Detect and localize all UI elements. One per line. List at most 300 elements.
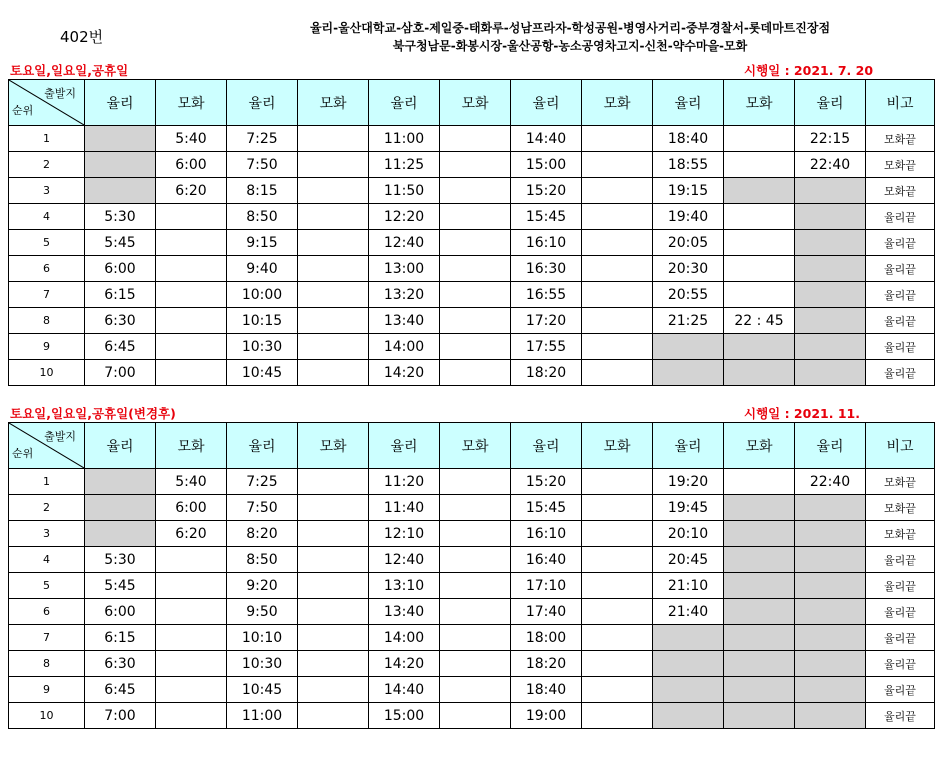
day-label-1: 토요일,일요일,공휴일 bbox=[10, 63, 129, 78]
departure-cell: 12:40 bbox=[369, 547, 440, 573]
column-header: 모화 bbox=[582, 423, 653, 469]
row-note: 모화끝 bbox=[866, 126, 935, 152]
column-header: 모화 bbox=[298, 423, 369, 469]
departure-cell: 14:00 bbox=[369, 334, 440, 360]
departure-cell bbox=[582, 625, 653, 651]
departure-cell: 5:45 bbox=[85, 573, 156, 599]
table-row bbox=[9, 703, 935, 729]
departure-cell: 14:40 bbox=[369, 677, 440, 703]
column-header: 율리 bbox=[653, 423, 724, 469]
departure-cell: 21:25 bbox=[653, 308, 724, 334]
column-header: 율리 bbox=[227, 80, 298, 126]
departure-cell: 13:10 bbox=[369, 573, 440, 599]
departure-cell bbox=[724, 334, 795, 360]
departure-cell: 9:50 bbox=[227, 599, 298, 625]
departure-cell bbox=[156, 547, 227, 573]
departure-cell bbox=[582, 282, 653, 308]
row-note: 율리끝 bbox=[866, 677, 935, 703]
departure-cell: 15:20 bbox=[511, 469, 582, 495]
departure-cell bbox=[724, 282, 795, 308]
column-header: 모화 bbox=[156, 80, 227, 126]
departure-cell: 10:30 bbox=[227, 651, 298, 677]
departure-cell bbox=[724, 703, 795, 729]
departure-cell bbox=[724, 178, 795, 204]
departure-cell: 16:40 bbox=[511, 547, 582, 573]
departure-cell bbox=[298, 521, 369, 547]
column-header: 율리 bbox=[511, 423, 582, 469]
departure-cell bbox=[582, 152, 653, 178]
row-note: 모화끝 bbox=[866, 495, 935, 521]
departure-cell: 7:50 bbox=[227, 495, 298, 521]
table-row bbox=[9, 256, 935, 282]
departure-cell bbox=[298, 677, 369, 703]
departure-cell: 16:10 bbox=[511, 230, 582, 256]
departure-cell bbox=[582, 495, 653, 521]
departure-cell bbox=[440, 625, 511, 651]
row-note: 율리끝 bbox=[866, 204, 935, 230]
departure-cell: 20:55 bbox=[653, 282, 724, 308]
departure-cell bbox=[156, 334, 227, 360]
row-note: 율리끝 bbox=[866, 573, 935, 599]
row-seq: 1 bbox=[9, 126, 85, 152]
departure-cell: 12:40 bbox=[369, 230, 440, 256]
departure-cell: 17:55 bbox=[511, 334, 582, 360]
departure-cell bbox=[298, 152, 369, 178]
departure-cell: 22:40 bbox=[795, 469, 866, 495]
table-row bbox=[9, 651, 935, 677]
departure-cell: 22:40 bbox=[795, 152, 866, 178]
column-header: 모화 bbox=[724, 80, 795, 126]
column-header: 비고 bbox=[866, 80, 935, 126]
table-row bbox=[9, 178, 935, 204]
table-row bbox=[9, 625, 935, 651]
departure-cell: 6:30 bbox=[85, 651, 156, 677]
table-row bbox=[9, 360, 935, 386]
row-seq: 7 bbox=[9, 625, 85, 651]
departure-cell: 15:20 bbox=[511, 178, 582, 204]
departure-cell bbox=[724, 677, 795, 703]
departure-cell bbox=[582, 230, 653, 256]
row-note: 율리끝 bbox=[866, 599, 935, 625]
departure-cell: 6:00 bbox=[156, 495, 227, 521]
departure-cell bbox=[795, 599, 866, 625]
departure-cell bbox=[582, 308, 653, 334]
departure-cell bbox=[653, 625, 724, 651]
departure-cell: 6:15 bbox=[85, 625, 156, 651]
departure-cell bbox=[724, 126, 795, 152]
table-row bbox=[9, 334, 935, 360]
departure-cell bbox=[440, 599, 511, 625]
departure-cell bbox=[298, 651, 369, 677]
table-row bbox=[9, 495, 935, 521]
departure-cell: 16:55 bbox=[511, 282, 582, 308]
departure-cell bbox=[582, 599, 653, 625]
departure-cell bbox=[156, 651, 227, 677]
table-row bbox=[9, 282, 935, 308]
departure-cell bbox=[85, 152, 156, 178]
departure-cell bbox=[582, 521, 653, 547]
column-header: 모화 bbox=[582, 80, 653, 126]
departure-cell: 12:20 bbox=[369, 204, 440, 230]
departure-cell: 6:45 bbox=[85, 677, 156, 703]
departure-cell: 17:40 bbox=[511, 599, 582, 625]
departure-cell: 20:30 bbox=[653, 256, 724, 282]
departure-cell bbox=[156, 360, 227, 386]
departure-cell bbox=[795, 677, 866, 703]
departure-cell: 19:40 bbox=[653, 204, 724, 230]
corner-origin-label: 출발지 bbox=[44, 430, 76, 443]
departure-cell bbox=[298, 230, 369, 256]
row-note: 모화끝 bbox=[866, 178, 935, 204]
departure-cell bbox=[298, 204, 369, 230]
departure-cell: 15:45 bbox=[511, 204, 582, 230]
departure-cell: 14:40 bbox=[511, 126, 582, 152]
corner-seq-label: 순위 bbox=[12, 104, 34, 117]
row-seq: 9 bbox=[9, 677, 85, 703]
timetable-current bbox=[8, 79, 935, 386]
row-seq: 2 bbox=[9, 152, 85, 178]
departure-cell: 6:20 bbox=[156, 178, 227, 204]
row-note: 율리끝 bbox=[866, 547, 935, 573]
effective-date-2: 시행일 : 2021. 11. bbox=[744, 406, 860, 421]
table-row bbox=[9, 547, 935, 573]
departure-cell: 18:20 bbox=[511, 651, 582, 677]
departure-cell: 19:20 bbox=[653, 469, 724, 495]
departure-cell bbox=[440, 126, 511, 152]
departure-cell bbox=[440, 547, 511, 573]
route-stops-line-2: 북구청남문-화봉시장-울산공항-농소공영차고지-신천-약수마을-모화 bbox=[392, 39, 748, 53]
departure-cell: 7:25 bbox=[227, 126, 298, 152]
departure-cell bbox=[85, 495, 156, 521]
column-header: 모화 bbox=[724, 423, 795, 469]
column-header: 율리 bbox=[227, 423, 298, 469]
departure-cell: 11:00 bbox=[369, 126, 440, 152]
departure-cell bbox=[440, 230, 511, 256]
departure-cell bbox=[795, 521, 866, 547]
departure-cell: 17:20 bbox=[511, 308, 582, 334]
departure-cell bbox=[156, 204, 227, 230]
column-header: 율리 bbox=[85, 80, 156, 126]
departure-cell bbox=[582, 178, 653, 204]
departure-cell bbox=[440, 469, 511, 495]
departure-cell: 15:00 bbox=[511, 152, 582, 178]
departure-cell bbox=[440, 495, 511, 521]
row-seq: 7 bbox=[9, 282, 85, 308]
row-seq: 10 bbox=[9, 360, 85, 386]
departure-cell bbox=[440, 573, 511, 599]
departure-cell: 12:10 bbox=[369, 521, 440, 547]
departure-cell bbox=[440, 521, 511, 547]
row-seq: 10 bbox=[9, 703, 85, 729]
departure-cell: 8:50 bbox=[227, 547, 298, 573]
route-stops-line-1: 율리-울산대학교-삼호-제일중-태화루-성남프라자-학성공원-병영사거리-중부경찰서-롯데마트진장점 bbox=[309, 21, 831, 35]
column-header: 모화 bbox=[440, 80, 511, 126]
departure-cell bbox=[156, 230, 227, 256]
row-note: 율리끝 bbox=[866, 703, 935, 729]
departure-cell: 11:25 bbox=[369, 152, 440, 178]
departure-cell: 18:40 bbox=[511, 677, 582, 703]
timetable-changed bbox=[8, 422, 935, 729]
departure-cell: 16:30 bbox=[511, 256, 582, 282]
table-row bbox=[9, 573, 935, 599]
departure-cell: 14:20 bbox=[369, 651, 440, 677]
table-row bbox=[9, 204, 935, 230]
row-seq: 8 bbox=[9, 308, 85, 334]
departure-cell bbox=[440, 178, 511, 204]
departure-cell bbox=[85, 521, 156, 547]
departure-cell: 6:20 bbox=[156, 521, 227, 547]
departure-cell bbox=[298, 360, 369, 386]
departure-cell bbox=[156, 573, 227, 599]
departure-cell bbox=[795, 282, 866, 308]
departure-cell bbox=[440, 308, 511, 334]
table-row bbox=[9, 152, 935, 178]
departure-cell bbox=[298, 625, 369, 651]
departure-cell: 17:10 bbox=[511, 573, 582, 599]
departure-cell: 6:30 bbox=[85, 308, 156, 334]
departure-cell bbox=[724, 204, 795, 230]
departure-cell bbox=[795, 334, 866, 360]
column-header: 율리 bbox=[653, 80, 724, 126]
departure-cell bbox=[724, 230, 795, 256]
row-seq: 4 bbox=[9, 204, 85, 230]
departure-cell bbox=[582, 703, 653, 729]
departure-cell: 8:20 bbox=[227, 521, 298, 547]
table-row bbox=[9, 521, 935, 547]
departure-cell: 5:45 bbox=[85, 230, 156, 256]
row-seq: 9 bbox=[9, 334, 85, 360]
departure-cell: 7:25 bbox=[227, 469, 298, 495]
departure-cell bbox=[156, 256, 227, 282]
departure-cell: 10:00 bbox=[227, 282, 298, 308]
row-note: 율리끝 bbox=[866, 651, 935, 677]
departure-cell bbox=[298, 547, 369, 573]
departure-cell: 7:00 bbox=[85, 703, 156, 729]
departure-cell: 18:00 bbox=[511, 625, 582, 651]
departure-cell: 18:55 bbox=[653, 152, 724, 178]
departure-cell bbox=[440, 703, 511, 729]
departure-cell bbox=[795, 256, 866, 282]
departure-cell: 20:45 bbox=[653, 547, 724, 573]
row-note: 율리끝 bbox=[866, 334, 935, 360]
departure-cell bbox=[582, 547, 653, 573]
departure-cell bbox=[298, 703, 369, 729]
corner-header bbox=[9, 423, 85, 469]
departure-cell: 9:15 bbox=[227, 230, 298, 256]
departure-cell: 10:10 bbox=[227, 625, 298, 651]
departure-cell bbox=[440, 204, 511, 230]
departure-cell bbox=[724, 360, 795, 386]
departure-cell bbox=[724, 651, 795, 677]
departure-cell: 21:40 bbox=[653, 599, 724, 625]
header-row bbox=[9, 80, 935, 126]
row-seq: 2 bbox=[9, 495, 85, 521]
departure-cell: 6:45 bbox=[85, 334, 156, 360]
departure-cell: 19:15 bbox=[653, 178, 724, 204]
departure-cell: 5:40 bbox=[156, 126, 227, 152]
departure-cell: 11:50 bbox=[369, 178, 440, 204]
departure-cell bbox=[85, 178, 156, 204]
row-note: 율리끝 bbox=[866, 256, 935, 282]
column-header: 모화 bbox=[156, 423, 227, 469]
departure-cell: 7:00 bbox=[85, 360, 156, 386]
departure-cell: 13:20 bbox=[369, 282, 440, 308]
departure-cell bbox=[653, 334, 724, 360]
departure-cell: 11:00 bbox=[227, 703, 298, 729]
departure-cell bbox=[156, 703, 227, 729]
departure-cell: 7:50 bbox=[227, 152, 298, 178]
departure-cell: 11:20 bbox=[369, 469, 440, 495]
departure-cell bbox=[795, 625, 866, 651]
departure-cell bbox=[795, 308, 866, 334]
departure-cell: 19:45 bbox=[653, 495, 724, 521]
departure-cell bbox=[85, 469, 156, 495]
departure-cell bbox=[724, 256, 795, 282]
departure-cell bbox=[85, 126, 156, 152]
row-seq: 5 bbox=[9, 573, 85, 599]
departure-cell bbox=[795, 547, 866, 573]
departure-cell: 20:10 bbox=[653, 521, 724, 547]
row-note: 율리끝 bbox=[866, 308, 935, 334]
departure-cell bbox=[653, 677, 724, 703]
departure-cell: 22:15 bbox=[795, 126, 866, 152]
departure-cell: 10:45 bbox=[227, 360, 298, 386]
departure-cell: 13:00 bbox=[369, 256, 440, 282]
departure-cell: 11:40 bbox=[369, 495, 440, 521]
departure-cell: 6:00 bbox=[156, 152, 227, 178]
column-header: 율리 bbox=[369, 423, 440, 469]
departure-cell: 8:50 bbox=[227, 204, 298, 230]
departure-cell bbox=[582, 677, 653, 703]
departure-cell bbox=[724, 495, 795, 521]
departure-cell bbox=[582, 204, 653, 230]
departure-cell bbox=[440, 360, 511, 386]
departure-cell bbox=[724, 573, 795, 599]
departure-cell: 9:20 bbox=[227, 573, 298, 599]
departure-cell bbox=[440, 677, 511, 703]
row-note: 율리끝 bbox=[866, 625, 935, 651]
departure-cell bbox=[724, 625, 795, 651]
departure-cell bbox=[795, 178, 866, 204]
departure-cell bbox=[795, 651, 866, 677]
departure-cell bbox=[298, 256, 369, 282]
row-note: 모화끝 bbox=[866, 469, 935, 495]
departure-cell bbox=[724, 521, 795, 547]
departure-cell bbox=[156, 625, 227, 651]
table-row bbox=[9, 308, 935, 334]
table-row bbox=[9, 126, 935, 152]
departure-cell bbox=[440, 282, 511, 308]
row-seq: 1 bbox=[9, 469, 85, 495]
row-note: 율리끝 bbox=[866, 230, 935, 256]
departure-cell: 14:20 bbox=[369, 360, 440, 386]
departure-cell bbox=[724, 469, 795, 495]
departure-cell bbox=[653, 360, 724, 386]
departure-cell bbox=[298, 469, 369, 495]
departure-cell: 6:00 bbox=[85, 256, 156, 282]
departure-cell: 10:30 bbox=[227, 334, 298, 360]
departure-cell bbox=[298, 126, 369, 152]
departure-cell bbox=[582, 256, 653, 282]
departure-cell: 15:45 bbox=[511, 495, 582, 521]
departure-cell bbox=[582, 573, 653, 599]
departure-cell bbox=[795, 230, 866, 256]
departure-cell: 18:20 bbox=[511, 360, 582, 386]
departure-cell bbox=[156, 599, 227, 625]
departure-cell: 21:10 bbox=[653, 573, 724, 599]
departure-cell bbox=[440, 256, 511, 282]
departure-cell bbox=[156, 282, 227, 308]
departure-cell bbox=[440, 334, 511, 360]
column-header: 모화 bbox=[440, 423, 511, 469]
column-header: 비고 bbox=[866, 423, 935, 469]
row-note: 모화끝 bbox=[866, 521, 935, 547]
row-seq: 4 bbox=[9, 547, 85, 573]
departure-cell: 8:15 bbox=[227, 178, 298, 204]
departure-cell bbox=[724, 152, 795, 178]
departure-cell: 10:45 bbox=[227, 677, 298, 703]
departure-cell bbox=[795, 495, 866, 521]
departure-cell bbox=[298, 282, 369, 308]
departure-cell: 5:30 bbox=[85, 547, 156, 573]
departure-cell: 9:40 bbox=[227, 256, 298, 282]
row-note: 율리끝 bbox=[866, 282, 935, 308]
departure-cell: 5:40 bbox=[156, 469, 227, 495]
departure-cell: 22 : 45 bbox=[724, 308, 795, 334]
table-row bbox=[9, 599, 935, 625]
column-header: 율리 bbox=[795, 80, 866, 126]
departure-cell bbox=[582, 334, 653, 360]
departure-cell bbox=[298, 334, 369, 360]
column-header: 율리 bbox=[795, 423, 866, 469]
corner-header bbox=[9, 80, 85, 126]
row-seq: 6 bbox=[9, 599, 85, 625]
row-note: 율리끝 bbox=[866, 360, 935, 386]
column-header: 율리 bbox=[511, 80, 582, 126]
departure-cell bbox=[440, 651, 511, 677]
departure-cell bbox=[440, 152, 511, 178]
departure-cell: 10:15 bbox=[227, 308, 298, 334]
departure-cell: 16:10 bbox=[511, 521, 582, 547]
departure-cell bbox=[653, 651, 724, 677]
departure-cell bbox=[795, 703, 866, 729]
departure-cell bbox=[582, 126, 653, 152]
row-seq: 3 bbox=[9, 521, 85, 547]
departure-cell: 6:00 bbox=[85, 599, 156, 625]
departure-cell: 5:30 bbox=[85, 204, 156, 230]
column-header: 모화 bbox=[298, 80, 369, 126]
row-seq: 3 bbox=[9, 178, 85, 204]
departure-cell bbox=[724, 547, 795, 573]
table-row bbox=[9, 230, 935, 256]
header-row bbox=[9, 423, 935, 469]
departure-cell: 13:40 bbox=[369, 308, 440, 334]
departure-cell: 20:05 bbox=[653, 230, 724, 256]
column-header: 율리 bbox=[85, 423, 156, 469]
departure-cell: 14:00 bbox=[369, 625, 440, 651]
departure-cell bbox=[795, 360, 866, 386]
departure-cell bbox=[156, 677, 227, 703]
departure-cell: 6:15 bbox=[85, 282, 156, 308]
departure-cell: 13:40 bbox=[369, 599, 440, 625]
row-seq: 5 bbox=[9, 230, 85, 256]
row-seq: 8 bbox=[9, 651, 85, 677]
departure-cell: 15:00 bbox=[369, 703, 440, 729]
effective-date-1: 시행일 : 2021. 7. 20 bbox=[744, 63, 874, 78]
departure-cell bbox=[298, 573, 369, 599]
table-row bbox=[9, 677, 935, 703]
departure-cell bbox=[724, 599, 795, 625]
